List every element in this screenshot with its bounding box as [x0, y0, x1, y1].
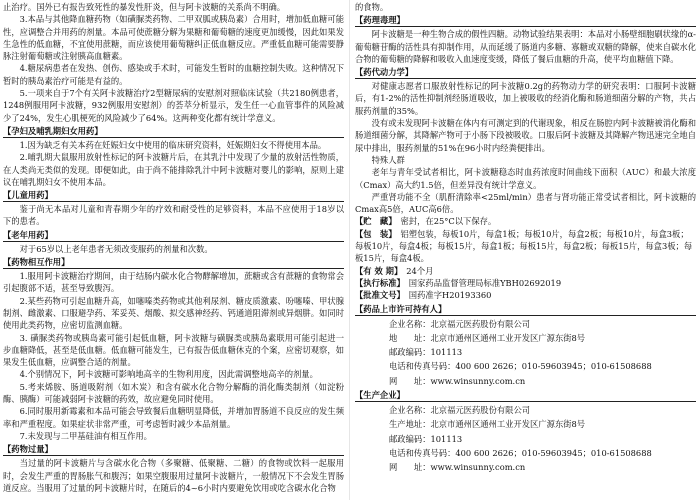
section-paragraph: 1.因为缺乏有关本药在妊娠妇女中使用的临床研究资料，妊娠期妇女不得使用本品。 — [19, 139, 327, 150]
company-phone: 电话和传真号码：400 600 2626；010-59603945；010-61508688 — [389, 447, 652, 458]
section-heading-geriatric: 【老年用药】 — [3, 229, 344, 242]
section-heading-manufacturer: 【生产企业】 — [355, 389, 696, 402]
section-paragraph: 阿卡波糖是一种生物合成的假性四糖。动物试验结果表明：本品对小肠壁细胞刷状缘的α-葡萄糖苷酶的活性具有抑制作用，从而延缓了肠道内多糖、寡糖或双糖的降解，使来自碳水化合物的葡萄糖的降解和吸收入血速度变缓，降低了餐后血糖的升高，使平均血糖值下降。 — [355, 29, 696, 64]
section-paragraph: 4.个别情况下，阿卡波糖可影响地高辛的生物利用度，因此需调整地高辛的剂量。 — [19, 369, 318, 380]
company-phone: 电话和传真号码：400 600 2626；010-59603945；010-61508688 — [389, 361, 652, 372]
section-paragraph: 对于65岁以上老年患者无须改变服药的剂量和次数。 — [19, 243, 213, 254]
section-paragraph: 6.同时服用新霉素和本品可能会导致餐后血糖明显降低，并增加胃肠道不良反应的发生频率和严重程度。如果症状非常严重，可考虑暂时减少本品剂量。 — [3, 406, 344, 429]
section-paragraph: 老年与青年受试者相比，阿卡波糖稳态时血药浓度时间曲线下面积（AUC）和最大浓度（Cmax）高大约1.5倍，但差异没有统计学意义。 — [355, 167, 696, 190]
section-paragraph: 7.未发现与二甲基硅油有相互作用。 — [19, 430, 152, 441]
field-value: 国药准字H20193360 — [408, 290, 492, 301]
company-name: 企业名称：北京福元医药股份有限公司 — [389, 318, 531, 329]
right-column — [355, 1, 696, 476]
company-address: 地 址：北京市通州区通州工业开发区广源东街8号 — [389, 332, 586, 343]
section-paragraph: 3. 磺脲类药物或胰岛素可能引起低血糖，阿卡波糖与磺脲类或胰岛素联用可能引起进一步血糖降低，甚至是低血糖。低血糖可能发生，已有报告低血糖休克的个案，应密切观察，如果发生低血糖，应调整合适的剂量。 — [3, 332, 344, 368]
field-label: 【执行标准】 — [355, 277, 405, 288]
section-heading-interactions: 【药物相互作用】 — [3, 256, 344, 269]
company-name: 企业名称：北京福元医药股份有限公司 — [389, 405, 531, 416]
field-shelf-life — [355, 265, 696, 277]
company-address: 生产地址：北京市通州区通州工业开发区广源东街8号 — [389, 419, 586, 430]
column-divider — [349, 0, 350, 500]
section-paragraph: 2.哺乳期大鼠服用放射性标记的阿卡波糖片后，在其乳汁中发现了少量的放射活性物质，在人类尚无类似的发现。即便如此，由于尚不能排除乳汁中阿卡波糖对婴儿的影响，原则上建议在哺乳期妇女不使用本品。 — [3, 152, 344, 187]
field-label: 【批准文号】 — [355, 290, 405, 301]
company-postcode: 邮政编码：101113 — [389, 347, 463, 358]
left-column — [3, 1, 344, 494]
field-label: 【贮 藏】 — [355, 216, 397, 227]
section-heading-pediatric: 【儿童用药】 — [3, 189, 344, 202]
section-paragraph: 对健康志愿者口服放射性标记的阿卡波糖0.2g的药物动力学的研究表明：口服阿卡波糖后，有1-2%的活性抑制剂经肠道吸收，加上被吸收的经消化酶和肠道细菌分解的产物，共占服药剂量的35%。 — [355, 81, 696, 116]
section-heading-overdose: 【药物过量】 — [3, 443, 344, 456]
section-paragraph: 没有或未发现阿卡波糖在体内有可测定到的代谢现象，相反在肠腔内阿卡波糖被消化酶和肠道细菌分解，其降解产物可于小肠下段被吸收。口服后阿卡波糖及其降解产物迅速完全地自尿中排出，服药剂量的51%在96小时内经粪便排出。 — [355, 118, 696, 153]
field-label: 【有 效 期】 — [355, 265, 403, 276]
section-paragraph: 当过量的阿卡波糖片与含碳水化合物（多聚糖、低聚糖、二糖）的食物或饮料一起服用时，会发生严重的胃肠胀气和腹泻；如果空腹服用过量阿卡波糖片，一般情况下不会发生胃肠道反应。当服用了过量的阿卡波糖片时，在随后的4~6小时内要避免饮用或吃含碳水化合物 — [3, 458, 344, 493]
field-value: 国家药品监督管理局标准YBH02692019 — [408, 277, 562, 288]
marketing-holder-info — [355, 318, 696, 387]
section-heading-pregnancy: 【孕妇及哺乳期妇女用药】 — [3, 125, 344, 138]
section-paragraph: 严重肾功能不全（肌酐清除率<25ml/min）患者与肾功能正常受试者相比，阿卡波糖的Cmax高5倍，AUC高6倍。 — [355, 191, 696, 215]
section-paragraph: 1.服用阿卡波糖治疗期间，由于结肠内碳水化合物酵解增加，蔗糖或含有蔗糖的食物常会引起腹部不适，甚至导致腹泻。 — [3, 271, 344, 294]
field-storage — [355, 215, 696, 227]
intro-paragraph: 3.本品与其他降血糖药物（如磺脲类药物、二甲双胍或胰岛素）合用时，增加低血糖可能性，应调整合并用药的剂量。本品可使蔗糖分解为果糖和葡萄糖的速度更加缓慢，因此如果发生急性的低血糖，不宜使用蔗糖，而应该使用葡萄糖纠正低血糖反应。严重低血糖可能需要静脉注射葡萄糖或注射胰高血糖素。 — [3, 14, 344, 62]
field-label: 【包 装】 — [355, 228, 397, 239]
field-value: 密封，在25°C以下保存。 — [400, 216, 497, 227]
section-paragraph: 5.考来烯胺、肠道吸附剂（如木炭）和含有碳水化合物分解酶的消化酶类制剂（如淀粉酶、胰酶）可能减弱阿卡波糖的药效，故应避免同时使用。 — [3, 381, 344, 405]
section-heading-pharmacokinetics: 【药代动力学】 — [355, 66, 696, 79]
section-paragraph: 2.某些药物可引起血糖升高，如噻嗪类药物或其他利尿剂、糖皮质激素、吩噻嗪、甲状腺制剂、雌激素、口服避孕药、苯妥英、烟酸、拟交感神经药、钙通道阻滞剂或异烟肼。如同时使用此类药物，应密切监测血糖。 — [3, 295, 344, 331]
company-website: 网 址：www.winsunny.com.cn — [389, 462, 526, 473]
intro-paragraph: 的食物。 — [355, 2, 389, 12]
field-approval-number — [355, 289, 696, 301]
intro-paragraph: 5.一项来自于7个有关阿卡波糖治疗2型糖尿病的安慰剂对照临床试验（共2180例患者，1248例服用阿卡波糖，932例服用安慰剂）的荟萃分析显示，发生任一心血管事件的风险减少了24%，发生心肌梗死的风险减少了64%。这两种变化都有统计学意义。 — [3, 88, 344, 123]
field-standard — [355, 277, 696, 289]
section-heading-marketing-holder: 【药品上市许可持有人】 — [355, 303, 696, 316]
intro-paragraph: 止治疗。国外已有报告致死性的暴发性肝炎，但与阿卡波糖的关系尚不明确。 — [3, 2, 286, 12]
section-heading-pharmacology: 【药理毒理】 — [355, 14, 696, 27]
section-paragraph: 鉴于尚无本品对儿童和青春期少年的疗效和耐受性的足够资料，本品不应使用于18岁以下的患者。 — [3, 204, 344, 227]
company-website: 网 址：www.winsunny.com.cn — [389, 375, 526, 386]
company-postcode: 邮政编码：101113 — [389, 433, 463, 444]
field-packaging — [355, 228, 696, 265]
subheading-special-populations: 特殊人群 — [371, 154, 405, 165]
field-value: 铝塑包装，每板10片，每盒1板；每板10片，每盒2板；每板10片，每盒3板；每板10片，每盒4板；每板15片，每盒1板；每板15片，每盒2板；每板15片，每盒3板；每板15片，每盒4板。 — [355, 228, 693, 264]
intro-paragraph: 4.糖尿病患者在发热、创伤、感染或手术时，可能发生暂时的血糖控制失败。这种情况下暂时的胰岛素治疗可能是有益的。 — [3, 63, 344, 86]
field-value: 24个月 — [406, 265, 434, 276]
manufacturer-info — [355, 404, 696, 473]
